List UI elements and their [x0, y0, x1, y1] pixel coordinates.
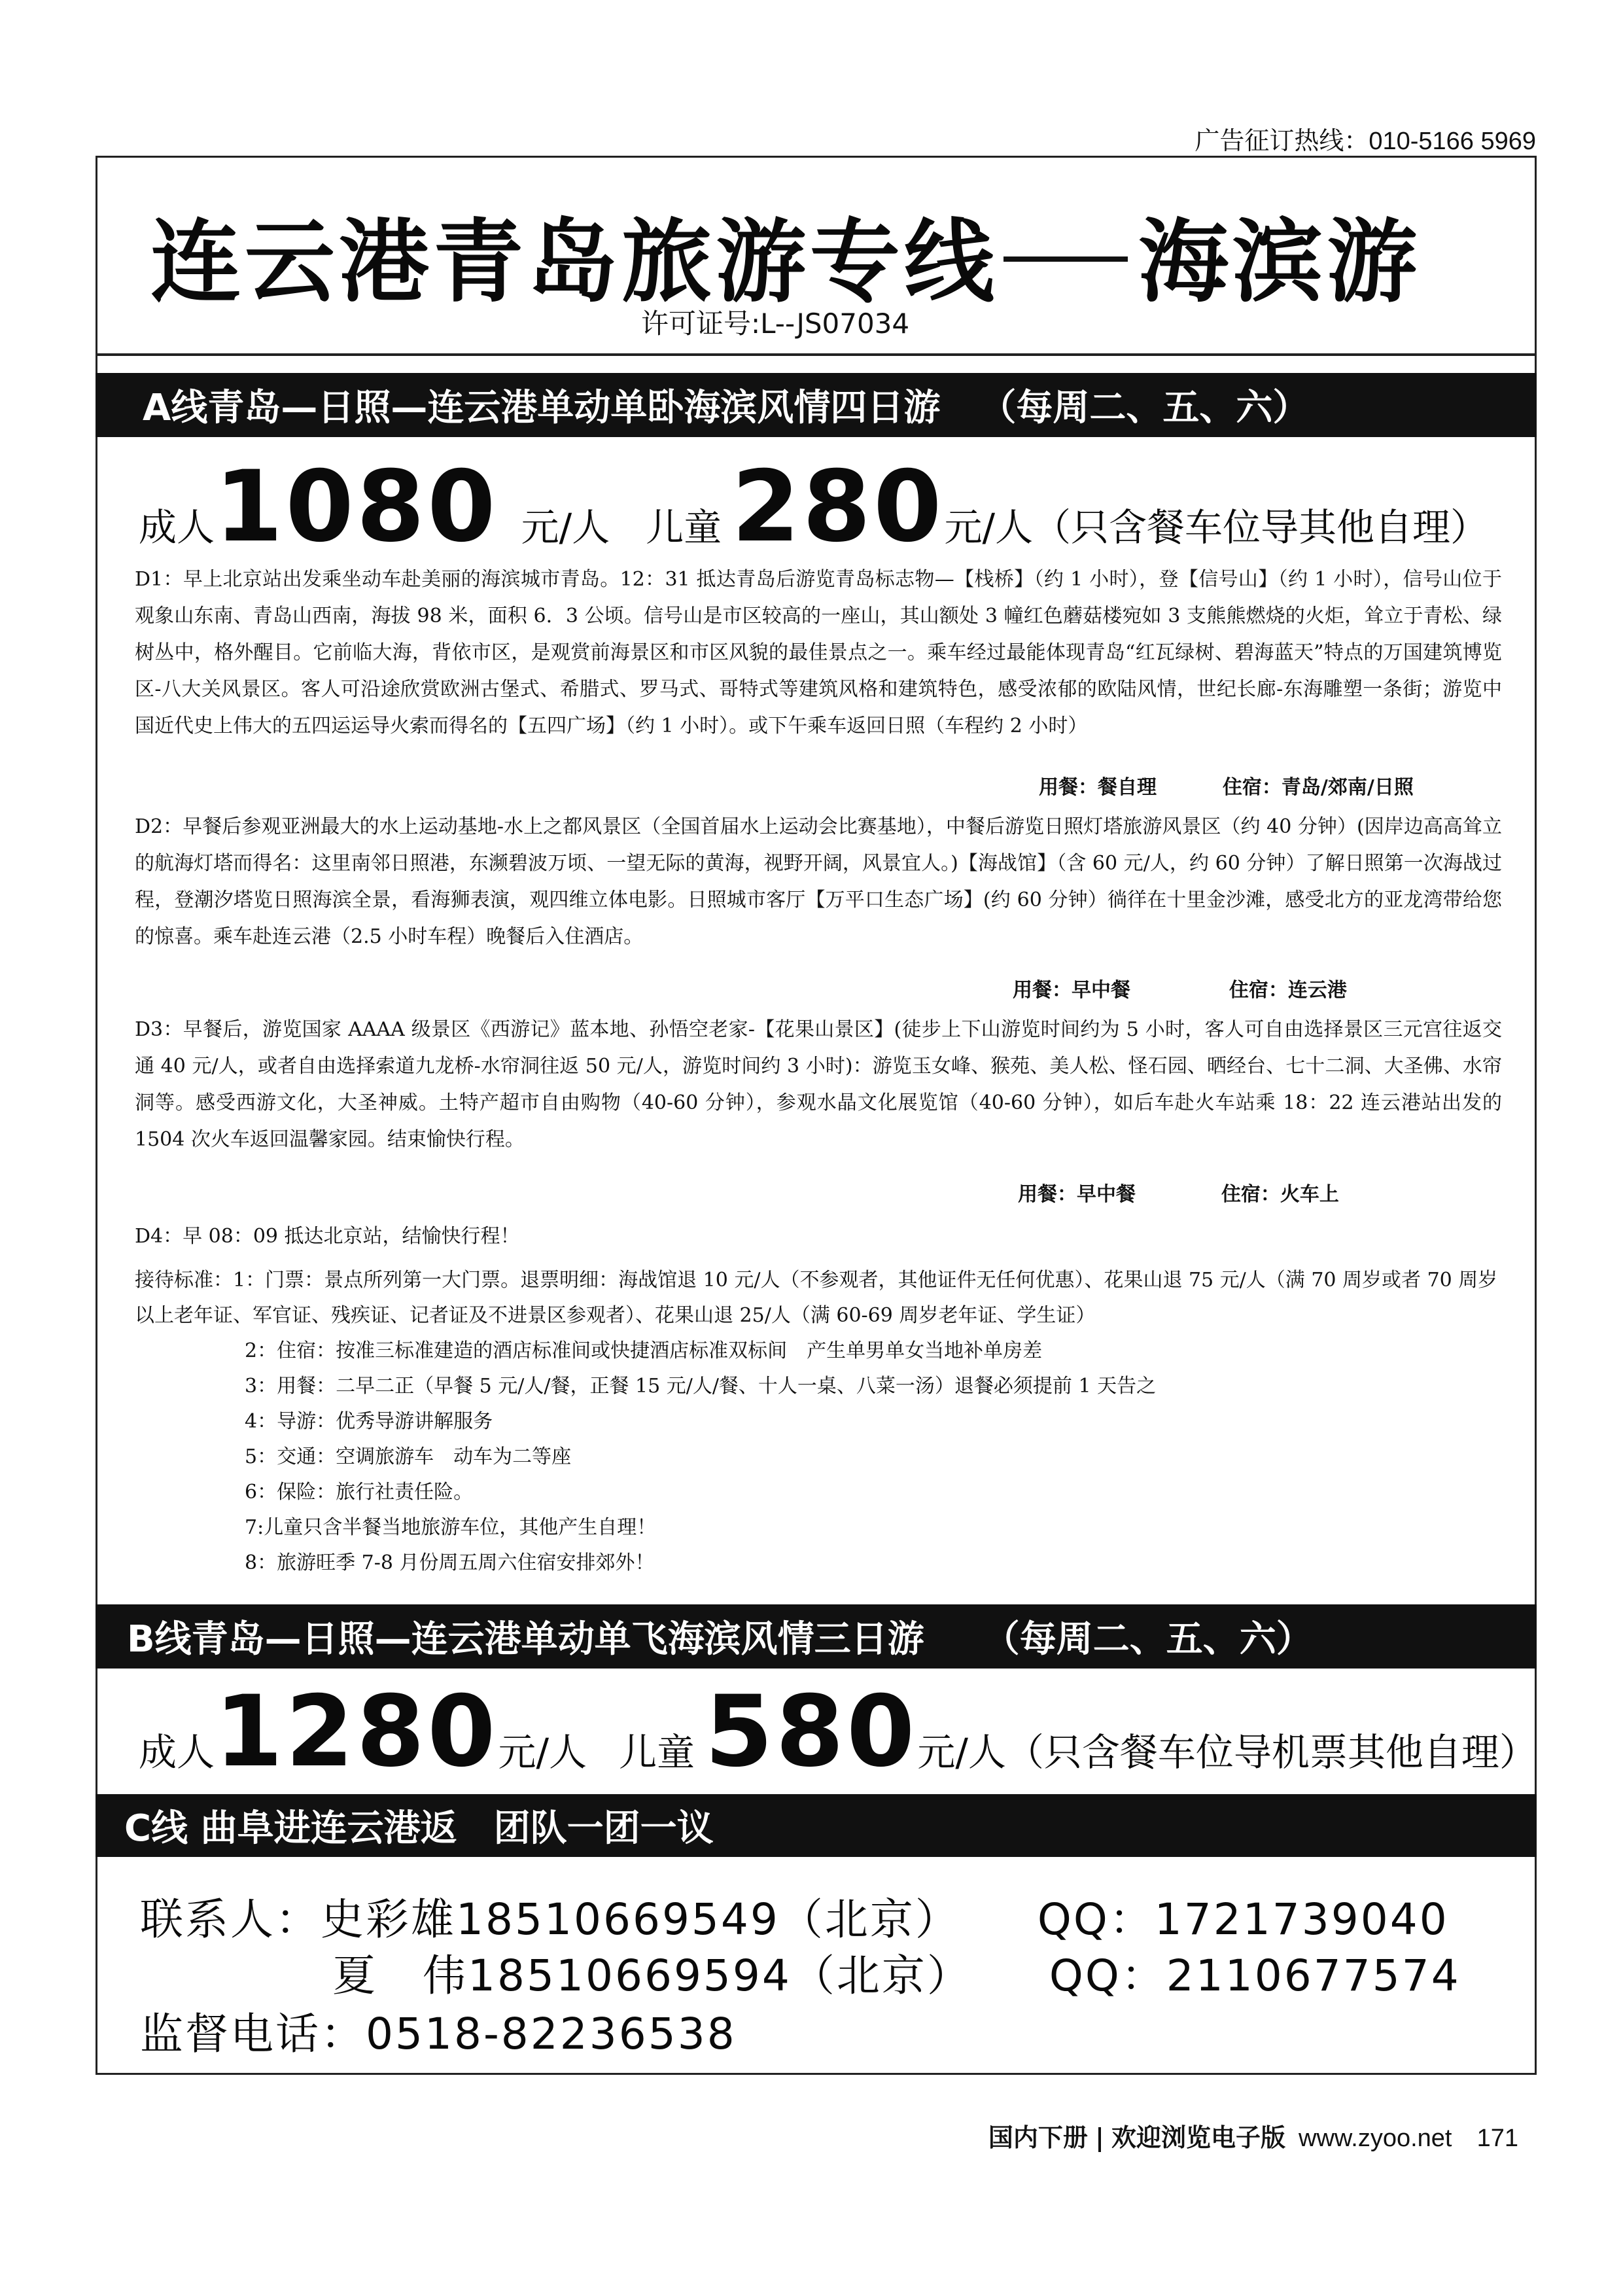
day2-stay: 住宿：连云港	[1229, 979, 1347, 1002]
standard-item-8: 8：旅游旺季 7-8 月份周五周六住宿安排郊外！	[245, 1551, 655, 1574]
day2-meal: 用餐：早中餐	[1013, 979, 1130, 1002]
standard-item-7: 7:儿童只含半餐当地旅游车位，其他产生自理！	[245, 1516, 657, 1539]
itinerary-day2	[135, 809, 1502, 955]
line-a-days: （每周二、五、六）	[979, 387, 1310, 429]
day2-text: D2：早餐后参观亚洲最大的水上运动基地-水上之都风景区（全国首届水上运动会比赛基地），中餐后游览日照灯塔旅游风景区（约 40 分钟）(因岸边高高耸立的航海灯塔而得名：这里南邻日照港，东濒碧波万顷、一望无际的黄海，视野开阔，风景宜人。)【海战馆】（含 60 元/人，约 60 分钟）了解日照第一次海战过程，登潮汐塔览日照海滨全景，看海狮表演，观四维立体电影。日照城市客厅【万平口生态广场】(约 60 分钟）徜徉在十里金沙滩，感受北方的亚龙湾带给您的惊喜。乘车赴连云港（2.5 小时车程）晚餐后入住酒店。	[135, 815, 1502, 948]
ad-hotline: 广告征订热线：010-5166 5969	[1195, 128, 1536, 155]
line-c-header	[96, 1794, 1537, 1857]
line-b-price	[139, 1675, 1537, 1789]
day1-text: D1：早上北京站出发乘坐动车赴美丽的海滨城市青岛。12：31 抵达青岛后游览青岛标志物—【栈桥】（约 1 小时），登【信号山】（约 1 小时），信号山位于观象山东南、青岛山西南，海拔 98 米，面积 6．3 公顷。信号山是市区较高的一座山，其山额处 3 幢红色蘑菇楼宛如 3 支熊熊燃烧的火炬，耸立于青松、绿树丛中，格外醒目。它前临大海，背依市区，是观赏前海景区和市区风貌的最佳景点之一。乘车经过最能体现青岛“红瓦绿树、碧海蓝天”特点的万国建筑博览区-八大关风景区。客人可沿途欣赏欧洲古堡式、希腊式、罗马式、哥特式等建筑风格和建筑特色，感受浓郁的欧陆风情，世纪长廊-东海雕塑一条街；游览中国近代史上伟大的五四运运导火索而得名的【五四广场】（约 1 小时）。或下午乘车返回日照（车程约 2 小时）	[135, 568, 1502, 737]
child-label: 儿童	[619, 1730, 695, 1775]
license-number: 许可证号:L--JS07034	[641, 308, 910, 340]
line-a-price	[139, 450, 1488, 564]
title-left: 连云港青岛旅游专线	[150, 209, 999, 315]
page-footer	[988, 2117, 1518, 2153]
day2-meal-info	[1013, 974, 1347, 1002]
main-title	[150, 190, 1459, 319]
standard-item-5: 5：交通：空调旅游车 动车为二等座	[245, 1445, 572, 1468]
line-b-header	[96, 1604, 1537, 1669]
page-number: 171	[1476, 2125, 1518, 2152]
service-standards	[135, 1263, 1502, 1581]
standard-item-4: 4：导游：优秀导游讲解服务	[245, 1410, 493, 1433]
day1-meal: 用餐：餐自理	[1039, 776, 1157, 799]
footer-url[interactable]: www.zyoo.net	[1299, 2125, 1452, 2152]
day3-meal-info	[1018, 1178, 1339, 1207]
adult-price: 1280	[215, 1675, 498, 1789]
adult-price: 1080	[215, 450, 498, 564]
itinerary-day1	[135, 561, 1502, 745]
footer-divider	[1098, 2127, 1101, 2152]
itinerary-day4	[135, 1218, 1502, 1255]
contact-row-2	[332, 1941, 1461, 2003]
day3-text: D3：早餐后，游览国家 AAAA 级景区《西游记》蓝本地、孙悟空老家-【花果山景区】(徒步上下山游览时间约为 5 小时，客人可自由选择景区三元宫往返交通 40 元/人，或者自由选择索道九龙桥-水帘洞往返 50 元/人，游览时间约 3 小时)：游览玉女峰、猴苑、美人松、怪石园、晒经台、七十二洞、大圣佛、水帘洞等。感受西游文化，大圣神威。土特产超市自由购物（40-60 分钟），参观水晶文化展览馆（40-60 分钟），如后车赴火车站乘 18：22 连云港站出发的 1504 次火车返回温馨家园。结束愉快行程。	[135, 1018, 1502, 1151]
supervise-phone: 监督电话：0518-82236538	[140, 2009, 737, 2059]
day3-meal: 用餐：早中餐	[1018, 1183, 1136, 1206]
line-c-title: C线 曲阜进连云港返	[124, 1807, 457, 1850]
child-unit: 元/人（只含餐车位导其他自理）	[944, 505, 1489, 550]
line-a-header	[96, 373, 1537, 437]
line-a-title: A线青岛—日照—连云港单动单卧海滨风情四日游	[143, 387, 941, 429]
footer-site-label: 欢迎浏览电子版	[1111, 2123, 1285, 2152]
contact-row-1	[140, 1884, 1449, 1947]
child-price: 280	[731, 450, 945, 564]
day1-stay: 住宿：青岛/郊南/日照	[1222, 776, 1414, 799]
day4-text: D4：早 08：09 抵达北京站，结愉快行程！	[135, 1225, 520, 1248]
header-divider	[96, 353, 1537, 356]
adult-label: 成人	[139, 1730, 215, 1775]
standard-item-1: 接待标准：1：门票：景点所列第一大门票。退票明细：海战馆退 10 元/人（不参观者，其他证件无任何优惠）、花果山退 75 元/人（满 70 周岁或者 70 周岁以上老年证、军官证、残疾证、记者证及不进景区参观者）、花果山退 25/人（满 60-69 周岁老年证、学生证）	[135, 1269, 1498, 1327]
title-dash	[1003, 256, 1128, 262]
line-b-days: （每周二、五、六）	[983, 1618, 1313, 1661]
title-right: 海滨游	[1138, 209, 1422, 315]
contact-1: 联系人：史彩雄18510669549（北京）	[140, 1894, 960, 1945]
standard-item-2: 2：住宿：按准三标准建造的酒店标准间或快捷酒店标准双标间 产生单男单女当地补单房差	[245, 1339, 1043, 1362]
contact-1-qq: QQ：1721739040	[1037, 1894, 1449, 1945]
standard-item-6: 6：保险：旅行社责任险。	[245, 1481, 474, 1504]
line-c-note: 团队一团一议	[493, 1807, 714, 1850]
child-label: 儿童	[646, 505, 722, 550]
itinerary-day3	[135, 1012, 1502, 1158]
contact-2: 夏 伟18510669594（北京）	[332, 1951, 972, 2001]
adult-label: 成人	[139, 505, 215, 550]
child-unit: 元/人（只含餐车位导机票其他自理）	[917, 1730, 1537, 1775]
line-b-title: B线青岛—日照—连云港单动单飞海滨风情三日游	[127, 1618, 924, 1661]
adult-unit: 元/人	[521, 505, 610, 550]
footer-section: 国内下册	[988, 2123, 1088, 2152]
child-price: 580	[705, 1675, 918, 1789]
standard-item-3: 3：用餐：二早二正（早餐 5 元/人/餐，正餐 15 元/人/餐、十人一桌、八菜一汤）退餐必须提前 1 天告之	[245, 1375, 1157, 1398]
contact-2-qq: QQ：2110677574	[1049, 1951, 1461, 2001]
day1-meal-info	[1039, 771, 1414, 800]
adult-unit: 元/人	[498, 1730, 587, 1775]
day3-stay: 住宿：火车上	[1221, 1183, 1339, 1206]
